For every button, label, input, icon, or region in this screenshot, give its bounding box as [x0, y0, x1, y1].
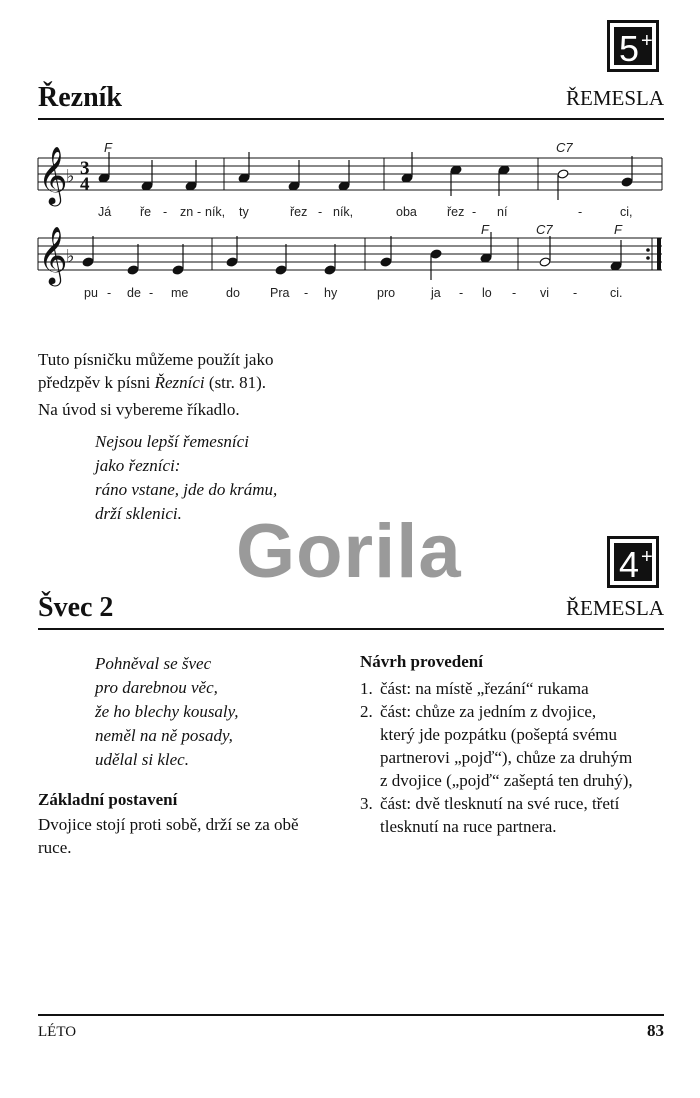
title-rule [38, 118, 664, 120]
chord-symbol: F [104, 140, 112, 155]
step-text: část: na místě „řezání“ rukama [380, 679, 589, 698]
step-text: z dvojice („pojď“ zašeptá ten druhý), [380, 771, 633, 790]
lyric-syllable: ře [140, 205, 152, 219]
lyric-syllable: - [149, 286, 154, 300]
lyric-syllable: oba [396, 205, 417, 219]
poem-line: že ho blechy kousaly, [95, 702, 239, 721]
lyric-syllable: pro [377, 286, 396, 300]
section-title: Švec 2 [38, 592, 114, 623]
step-text: část: dvě tlesknutí na své ruce, třetí [380, 794, 620, 813]
procedure-step [360, 677, 670, 700]
lyric-syllable: ty [239, 205, 249, 219]
music-staff [0, 130, 700, 320]
chord-symbol: C7 [536, 222, 553, 237]
lyric-syllable: ja [431, 286, 441, 300]
poem-line: ráno vstane, jde do krámu, [95, 480, 278, 499]
lyric-syllable: - [304, 286, 309, 300]
lyric-syllable: pu [84, 286, 98, 300]
lyric-syllable: řez [447, 205, 465, 219]
lyric-syllable: hy [324, 286, 338, 300]
category-label: ŘEMESLA [565, 86, 664, 110]
lyric-syllable: ník, [205, 205, 226, 219]
lyric-syllable: ci. [610, 286, 623, 300]
age-badge-5plus [607, 20, 659, 72]
lyric-syllable: me [171, 286, 189, 300]
lyric-syllable: lo [482, 286, 492, 300]
lyric-syllable: Já [98, 205, 112, 219]
lyric-syllable: ní [497, 205, 508, 219]
chord-symbol: F [481, 222, 489, 237]
step-text: partnerovi „pojď“), chůze za druhým [380, 748, 633, 767]
intro-line: předzpěv k písni [38, 373, 155, 392]
lyric-syllable: - [578, 205, 583, 219]
step-text: který jde pozpátku (pošeptá svému [380, 725, 617, 744]
poem-line: pro darebnou věc, [95, 678, 218, 697]
intro-line: Tuto písničku můžeme použít jako [38, 350, 274, 369]
poem-line: udělal si klec. [95, 750, 189, 769]
lyric-syllable: - [107, 286, 112, 300]
procedure-heading: Návrh provedení [360, 652, 483, 671]
lyric-syllable: - [459, 286, 464, 300]
lyric-syllable: ník, [333, 205, 354, 219]
lyric-syllable: - [472, 205, 477, 219]
text-line: Dvojice stojí proti sobě, drží se za obě [38, 815, 299, 834]
step-text: část: chůze za jedním z dvojice, [380, 702, 597, 721]
time-signature-bottom: 4 [80, 174, 90, 195]
time-signature-top: 3 [80, 158, 90, 179]
category-label: ŘEMESLA [565, 596, 664, 620]
step-number: 1. [360, 679, 373, 698]
lyric-syllable: de [127, 286, 141, 300]
basic-position-heading: Základní postavení [38, 790, 178, 809]
poem-line: jako řezníci: [95, 456, 181, 475]
page-reference: (str. 81). [204, 373, 267, 392]
procedure-steps [360, 677, 670, 838]
lyric-syllable: - [197, 205, 202, 219]
footer-season: LÉTO [38, 1024, 77, 1040]
poem [95, 652, 239, 772]
poem-line: Pohněval se švec [95, 654, 212, 673]
chord-symbol: C7 [556, 140, 573, 155]
text-line: ruce. [38, 838, 72, 857]
lyric-syllable: vi [540, 286, 550, 300]
lyric-syllable: - [512, 286, 517, 300]
basic-position-text [38, 813, 358, 859]
intro-paragraph [38, 348, 368, 394]
title-rule [38, 628, 664, 630]
song-reference: Řezníci [154, 373, 205, 392]
lyric-syllable: - [163, 205, 168, 219]
age-number: 4 [619, 544, 640, 585]
svg-text:♭: ♭ [66, 246, 75, 267]
step-number: 3. [360, 794, 373, 813]
lyric-syllable: ci, [620, 205, 633, 219]
age-plus: + [641, 30, 653, 52]
footer-rule [38, 1014, 664, 1016]
svg-text:𝄞: 𝄞 [38, 146, 68, 204]
lyric-syllable: - [573, 286, 578, 300]
age-number: 5 [619, 28, 640, 69]
svg-text:𝄞: 𝄞 [38, 226, 68, 284]
svg-text:♭: ♭ [66, 166, 75, 187]
step-text: tlesknutí na ruce partnera. [380, 817, 557, 836]
step-number: 2. [360, 702, 373, 721]
lyric-syllable: řez [290, 205, 308, 219]
age-badge-4plus [607, 536, 659, 588]
age-plus: + [641, 546, 653, 568]
poem-line: neměl na ně posady, [95, 726, 233, 745]
intro-paragraph: Na úvod si vybereme říkadlo. [38, 400, 240, 419]
lyric-syllable: Pra [270, 286, 290, 300]
chord-symbol: F [614, 222, 622, 237]
poem-line: Nejsou lepší řemesníci [95, 432, 249, 451]
lyric-syllable: zn [180, 205, 194, 219]
lyric-syllable: do [226, 286, 240, 300]
page-number: 83 [647, 1021, 664, 1040]
section-title: Řezník [38, 82, 122, 113]
watermark: Gorila [236, 509, 462, 594]
procedure-step [360, 700, 670, 792]
procedure-step [360, 792, 670, 838]
lyric-syllable: - [318, 205, 323, 219]
poem-line: drží sklenici. [95, 504, 182, 523]
